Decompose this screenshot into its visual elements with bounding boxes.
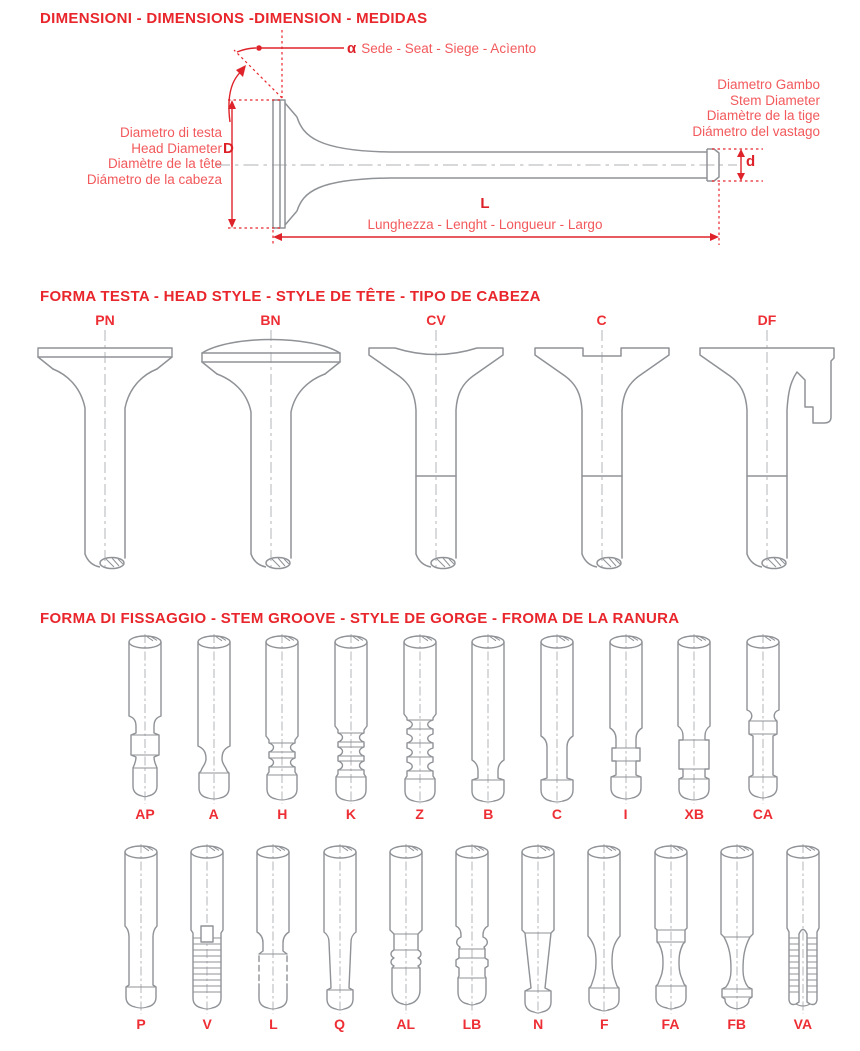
stem-diameter-en: Stem Diameter <box>729 92 820 108</box>
stem-groove-label: H <box>277 806 288 822</box>
head-style-figure-cv <box>361 328 511 576</box>
stem-groove-item-c <box>524 632 590 822</box>
stem-groove-label: L <box>269 1016 278 1032</box>
stem-groove-label: FB <box>727 1016 747 1032</box>
stem-groove-item-h <box>249 632 315 822</box>
stem-groove-figure-c <box>524 632 590 806</box>
alpha-symbol: α <box>347 40 357 57</box>
stem-groove-item-lb <box>439 842 505 1032</box>
stem-groove-label: K <box>345 806 357 822</box>
stem-groove-label: Z <box>415 806 424 822</box>
stem-groove-figure-q <box>307 842 373 1016</box>
length-symbol: L <box>480 195 490 212</box>
stem-groove-label: F <box>600 1016 609 1032</box>
head-style-row <box>30 312 842 576</box>
seat-label: Sede - Seat - Siege - Acìento <box>361 40 537 56</box>
stem-groove-item-xb <box>661 632 727 822</box>
stem-groove-title: FORMA DI FISSAGGIO - STEM GROOVE - STYLE DE GORGE - FROMA DE LA RANURA <box>40 610 680 627</box>
stem-diameter-it: Diametro Gambo <box>717 77 820 92</box>
head-style-figure-df <box>692 328 842 576</box>
stem-diameter-fr: Diamètre de la tige <box>706 108 820 123</box>
stem-groove-label: XB <box>684 806 704 822</box>
stem-groove-label: P <box>136 1016 146 1032</box>
stem-groove-item-a <box>181 632 247 822</box>
stem-groove-item-ca <box>730 632 796 822</box>
stem-groove-label: Q <box>334 1016 345 1032</box>
stem-groove-label: B <box>483 806 494 822</box>
stem-groove-label: A <box>208 806 219 822</box>
stem-groove-item-v <box>174 842 240 1032</box>
stem-groove-item-fb <box>704 842 770 1032</box>
head-style-figure-pn <box>30 328 180 576</box>
head-style-item-cv <box>361 312 511 576</box>
head-style-item-c <box>527 312 677 576</box>
stem-groove-figure-z <box>387 632 453 806</box>
stem-groove-label: I <box>623 806 628 822</box>
stem-groove-label: AP <box>135 806 155 822</box>
stem-groove-figure-ca <box>730 632 796 806</box>
stem-groove-label: LB <box>462 1016 482 1032</box>
stem-groove-figure-f <box>571 842 637 1016</box>
stem-groove-item-al <box>373 842 439 1032</box>
stem-groove-label: N <box>533 1016 544 1032</box>
stem-groove-figure-xb <box>661 632 727 806</box>
stem-groove-figure-al <box>373 842 439 1016</box>
stem-groove-figure-a <box>181 632 247 806</box>
stem-groove-figure-b <box>455 632 521 806</box>
stem-diameter-es: Diámetro del vastago <box>692 123 820 139</box>
head-style-figure-bn <box>196 328 346 576</box>
stem-groove-item-f <box>571 842 637 1032</box>
stem-groove-label: FA <box>661 1016 680 1032</box>
head-diameter-en: Head Diameter <box>131 140 222 156</box>
head-diameter-labels <box>42 125 222 187</box>
head-diameter-symbol: D <box>223 140 234 157</box>
length-label: Lunghezza - Lenght - Longueur - Largo <box>367 217 603 232</box>
head-diameter-fr: Diamètre de la tête <box>107 156 222 171</box>
stem-groove-figure-fb <box>704 842 770 1016</box>
stem-groove-item-va <box>770 842 836 1032</box>
stem-groove-item-p <box>108 842 174 1032</box>
stem-groove-figure-ap <box>112 632 178 806</box>
head-style-label: CV <box>426 312 446 328</box>
head-style-title: FORMA TESTA - HEAD STYLE - STYLE DE TÊTE - TIPO DE CABEZA <box>40 288 541 305</box>
stem-groove-figure-l <box>240 842 306 1016</box>
stem-groove-row-1 <box>112 632 796 822</box>
stem-groove-item-ap <box>112 632 178 822</box>
head-style-label: C <box>596 312 607 328</box>
stem-groove-item-b <box>455 632 521 822</box>
head-style-item-pn <box>30 312 180 576</box>
stem-diameter-symbol: d <box>746 153 756 170</box>
head-style-label: PN <box>95 312 115 328</box>
stem-groove-label: V <box>202 1016 212 1032</box>
dimensions-title: DIMENSIONI - DIMENSIONS -DIMENSION - MEDIDAS <box>40 10 428 27</box>
stem-groove-item-z <box>387 632 453 822</box>
stem-groove-figure-fa <box>638 842 704 1016</box>
stem-groove-label: VA <box>793 1016 813 1032</box>
stem-groove-item-i <box>593 632 659 822</box>
stem-groove-figure-k <box>318 632 384 806</box>
stem-groove-label: CA <box>752 806 774 822</box>
head-style-item-bn <box>196 312 346 576</box>
stem-groove-figure-h <box>249 632 315 806</box>
stem-groove-item-q <box>307 842 373 1032</box>
head-diameter-es: Diámetro de la cabeza <box>86 171 222 187</box>
stem-groove-figure-p <box>108 842 174 1016</box>
stem-groove-item-fa <box>638 842 704 1032</box>
stem-groove-label: C <box>551 806 562 822</box>
head-style-label: BN <box>260 312 281 328</box>
head-diameter-it: Diametro di testa <box>119 125 222 140</box>
seat-annotation <box>347 40 536 57</box>
stem-groove-figure-n <box>505 842 571 1016</box>
stem-groove-figure-lb <box>439 842 505 1016</box>
stem-groove-figure-i <box>593 632 659 806</box>
stem-groove-row-2 <box>108 842 836 1032</box>
head-style-figure-c <box>527 328 677 576</box>
stem-groove-item-k <box>318 632 384 822</box>
stem-groove-item-l <box>240 842 306 1032</box>
head-style-item-df <box>692 312 842 576</box>
stem-groove-figure-v <box>174 842 240 1016</box>
stem-groove-item-n <box>505 842 571 1032</box>
stem-groove-figure-va <box>770 842 836 1016</box>
head-style-label: DF <box>757 312 777 328</box>
stem-diameter-labels <box>630 77 820 139</box>
stem-groove-label: AL <box>396 1016 416 1032</box>
